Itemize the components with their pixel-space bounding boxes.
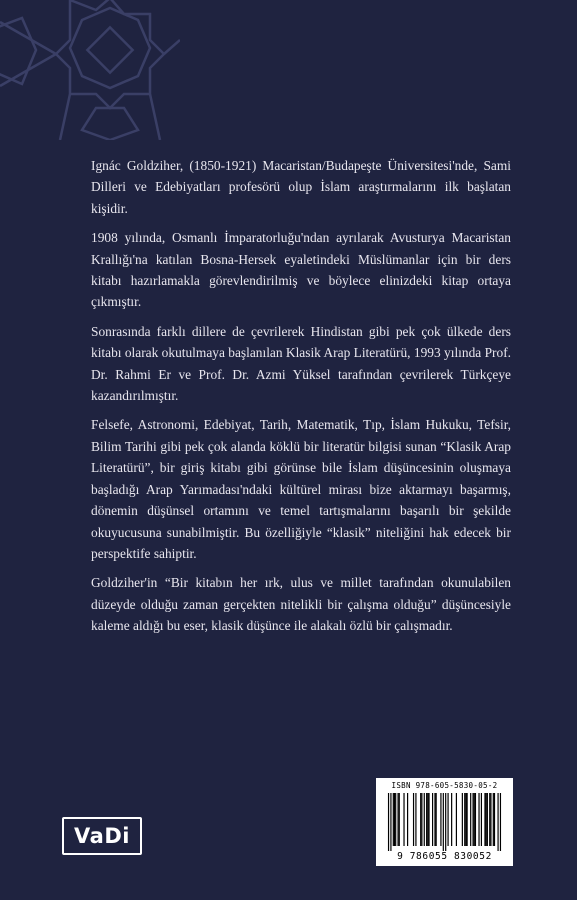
barcode-bar [493, 793, 494, 846]
barcode-bar [415, 793, 416, 846]
paragraph-translation: Sonrasında farklı dillere de çevrilerek Hindistan gibi pek çok ülkede ders kitabı olarak okutulmaya başlanılan Klasik Arap Literatürü, 1993 yılında Prof. Dr. Rahmi Er ve Prof. Dr. Azmi Yüksel tarafından çevrilerek Türkçeye kazandırılmıştır. [91, 323, 511, 404]
barcode-bar [478, 793, 479, 846]
barcode-bar [388, 793, 389, 851]
isbn-barcode [376, 778, 513, 866]
paragraph-closing: Goldziher'in “Bir kitabın her ırk, ulus ve millet tarafından okunulabilen düzeyde olduğu zaman gerçekten nitelikli bir çalışma olduğu” düşüncesiyle kaleme aldığı bu eser, klasik düşünce ile alakalı özlü bir çalışmadır. [91, 575, 511, 634]
isbn-label: ISBN 978-605-5830-05-2 [391, 781, 498, 790]
barcode-bar [436, 793, 437, 846]
barcode-bar [399, 793, 400, 846]
barcode-bar [407, 793, 408, 846]
barcode-bar [390, 793, 391, 851]
barcode-number: 9 786055 830052 [397, 851, 492, 862]
back-cover-description [91, 155, 511, 645]
barcode-bar [424, 793, 425, 846]
barcode-bar [467, 793, 468, 846]
barcode-bar [447, 793, 448, 846]
barcode-bar [481, 793, 482, 846]
barcode-bar [427, 793, 428, 846]
barcode-bar [434, 793, 435, 846]
barcode-bar [464, 793, 465, 846]
barcode-bar [490, 793, 491, 846]
barcode-bar [445, 793, 446, 851]
barcode-bar [428, 793, 429, 846]
paragraph-content-scope: Felsefe, Astronomi, Edebiyat, Tarih, Matematik, Tıp, İslam Hukuku, Tefsir, Bilim Tarihi gibi pek çok alanda köklü bir literatür bilgisi sunan “Klasik Arap Literatürü”, bir giriş kitabı gibi görünse bile İslam düşüncesinin oluşmaya başladığı Arap Yarımadası'ndaki kültürel mirası bize aktarmayı başarmış, dönemin düşünsel ortamını ve temel tartışmalarını başarılı bir şekilde okuyucusuna sunabilmiştir. Bu özelliğiyle “klasik” niteliğini hak edecek bir perspektife sahiptir. [91, 417, 511, 561]
paragraph-author-intro: Ignác Goldziher, (1850-1921) Macaristan/Budapeşte Üniversitesi'nde, Sami Dilleri ve Edebiyatları profesörü olup İslam araştırmalarını ilk başlatan kişidir. [91, 158, 511, 216]
barcode-bar [497, 793, 498, 851]
barcode-bar [440, 793, 441, 846]
barcode-bar [421, 793, 422, 846]
barcode-bar [494, 793, 495, 846]
barcode-bar [472, 793, 473, 846]
barcode-bar [426, 793, 427, 846]
barcode-bar [487, 793, 488, 846]
barcode-bar [484, 793, 485, 846]
barcode-bar [456, 793, 457, 846]
barcode-bar [475, 793, 476, 846]
barcode-bar [394, 793, 395, 846]
barcode-bars [382, 793, 507, 851]
publisher-logo [62, 817, 142, 855]
barcode-bar [393, 793, 394, 846]
publisher-logo-text: VaDi [74, 824, 130, 848]
barcode-bar [395, 793, 396, 846]
barcode-bar [420, 793, 421, 846]
barcode-bar [462, 793, 463, 846]
barcode-bar [397, 793, 398, 846]
barcode-bar [470, 793, 471, 846]
barcode-bar [465, 793, 466, 846]
barcode-bar [489, 793, 490, 846]
barcode-bar [432, 793, 433, 846]
paragraph-history: 1908 yılında, Osmanlı İmparatorluğu'ndan ayrılarak Avusturya Macaristan Krallığı'na katılan Bosna-Hersek eyaletindeki Müslümanlar için bir ders kitabı hazırlamakla görevlendirilmiş ve böylece elinizdeki kitap ortaya çıkmıştır. [91, 230, 511, 310]
barcode-bar [403, 793, 404, 846]
barcode-bar [443, 793, 444, 851]
barcode-bar [474, 793, 475, 846]
barcode-bar [413, 793, 414, 846]
barcode-bar [500, 793, 501, 851]
barcode-bar [451, 793, 452, 846]
geometric-ornament-icon [0, 0, 180, 140]
barcode-bar [486, 793, 487, 846]
